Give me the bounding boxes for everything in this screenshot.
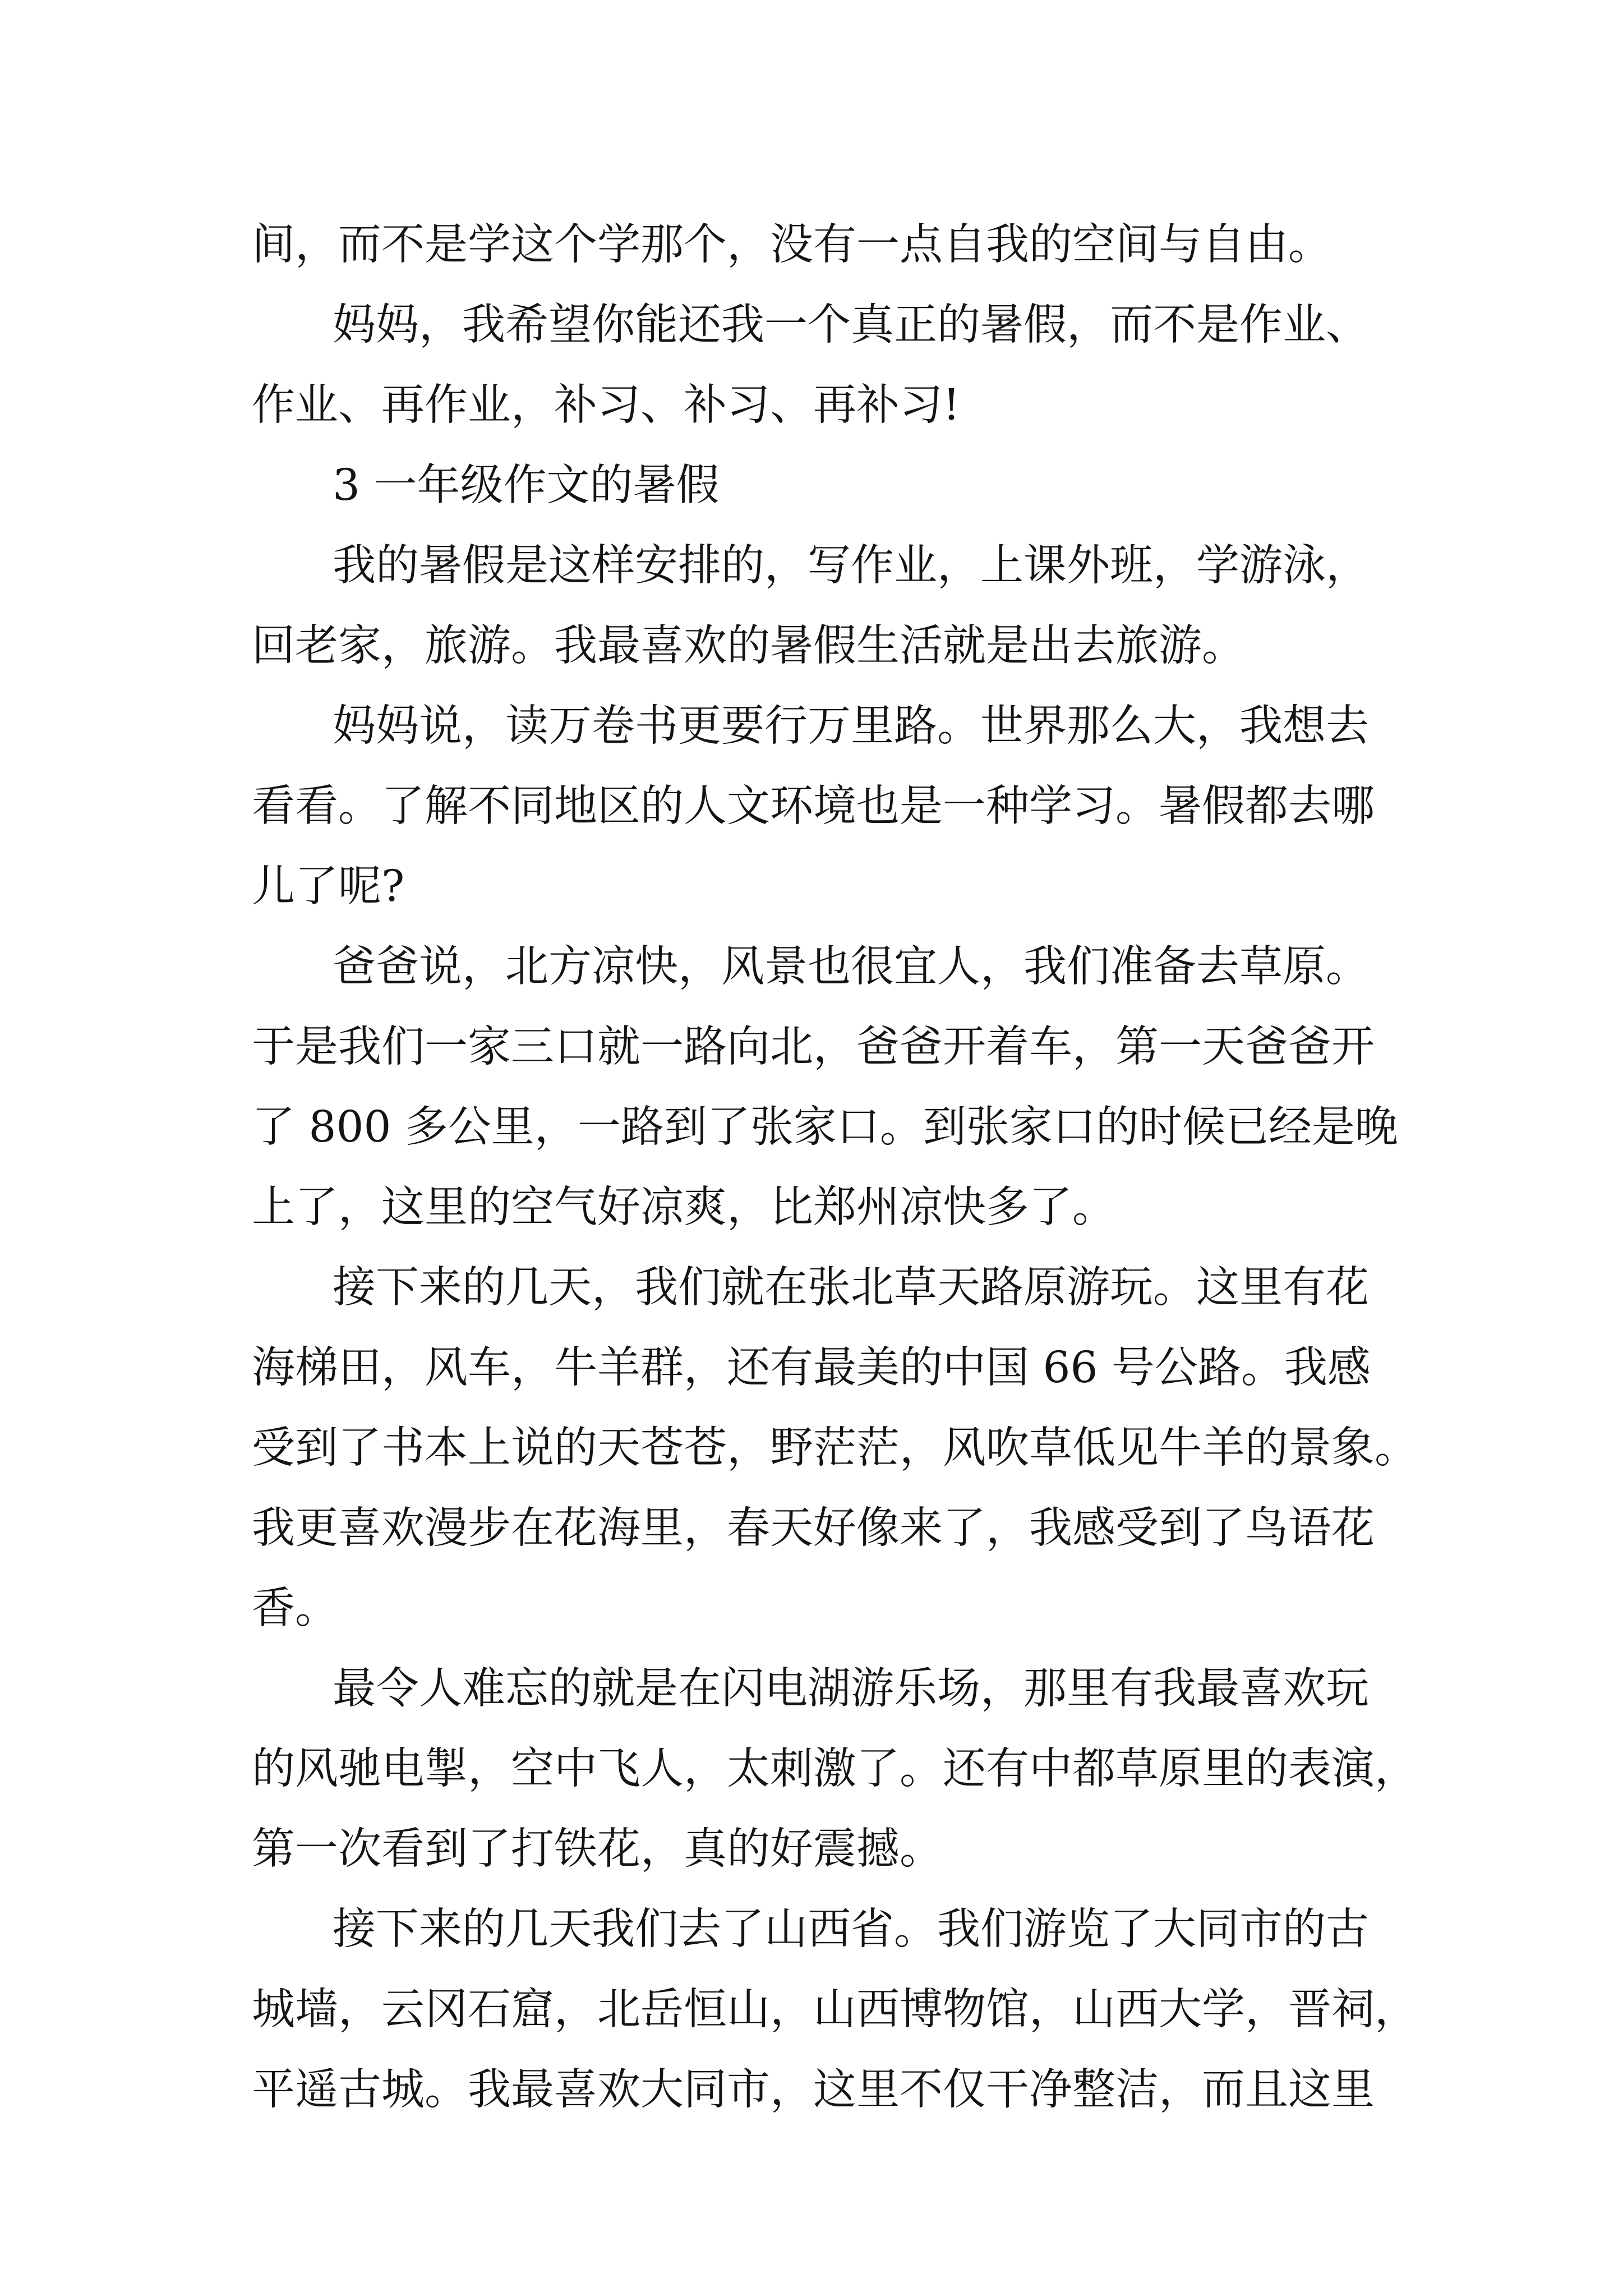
text-line: 第一次看到了打铁花，真的好震撼。 [252, 1824, 943, 1874]
text-line: 香。 [252, 1584, 338, 1634]
text-line: 儿了呢? [252, 862, 405, 912]
text-line: 城墙，云冈石窟，北岳恒山，山西博物馆，山西大学，晋祠， [252, 1985, 1418, 2035]
text-line: 我的暑假是这样安排的，写作业，上课外班，学游泳， [333, 541, 1369, 591]
text-line: 了 800 多公里，一路到了张家口。到张家口的时候已经是晚 [252, 1102, 1398, 1152]
text-line: 妈妈说，读万卷书更要行万里路。世界那么大，我想去 [333, 701, 1369, 751]
text-line: 回老家，旅游。我最喜欢的暑假生活就是出去旅游。 [252, 621, 1245, 671]
text-line: 于是我们一家三口就一路向北，爸爸开着车，第一天爸爸开 [252, 1022, 1375, 1072]
text-line: 我更喜欢漫步在花海里，春天好像来了，我感受到了鸟语花 [252, 1503, 1375, 1553]
section-heading: 3 一年级作文的暑假 [333, 461, 720, 510]
text-line: 妈妈，我希望你能还我一个真正的暑假，而不是作业、 [333, 300, 1369, 350]
text-line: 间，而不是学这个学那个，没有一点自我的空间与自由。 [252, 220, 1331, 270]
text-line: 接下来的几天，我们就在张北草天路原游玩。这里有花 [333, 1263, 1369, 1313]
text-line: 海梯田，风车，牛羊群，还有最美的中国 66 号公路。我感 [252, 1343, 1371, 1393]
text-line: 作业、再作业，补习、补习、再补习! [252, 380, 960, 430]
text-line: 看看。了解不同地区的人文环境也是一种学习。暑假都去哪 [252, 781, 1375, 831]
text-line: 最令人难忘的就是在闪电湖游乐场，那里有我最喜欢玩 [333, 1664, 1369, 1714]
text-line: 爸爸说，北方凉快，风景也很宜人，我们准备去草原。 [333, 942, 1369, 992]
text-line: 受到了书本上说的天苍苍，野茫茫，风吹草低见牛羊的景象。 [252, 1423, 1418, 1473]
text-line: 的风驰电掣，空中飞人，太刺激了。还有中都草原里的表演， [252, 1744, 1418, 1794]
text-line: 平遥古城。我最喜欢大同市，这里不仅干净整洁，而且这里 [252, 2065, 1375, 2115]
text-line: 接下来的几天我们去了山西省。我们游览了大同市的古 [333, 1904, 1369, 1954]
text-line: 上了，这里的空气好凉爽，比郑州凉快多了。 [252, 1182, 1115, 1232]
